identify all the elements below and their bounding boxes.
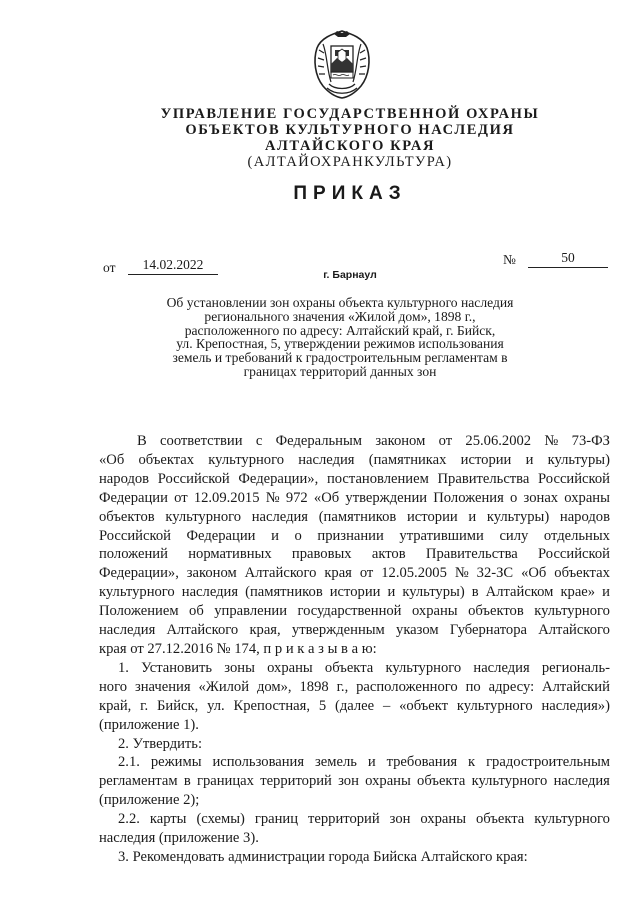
word: Положением	[99, 603, 179, 620]
word: народов	[559, 508, 610, 525]
word: объектов	[99, 508, 155, 525]
word: региональ-	[541, 659, 610, 676]
word: культурного	[208, 451, 285, 468]
word: требования	[386, 754, 458, 771]
body-line	[99, 545, 610, 564]
word: и	[525, 451, 534, 468]
word: об	[189, 603, 204, 620]
word: соответствии	[160, 433, 243, 449]
word: границах	[196, 773, 254, 790]
word: края	[324, 565, 352, 582]
city-name: г. Барнаул	[323, 269, 377, 281]
subject-line: регионального значения «Жилой дом», 1898 г.,	[204, 308, 476, 324]
word: положений	[99, 546, 168, 563]
word: «Об	[99, 451, 125, 468]
word: расположенного	[356, 678, 458, 695]
word: культурного	[165, 508, 242, 525]
word: 12.09.2015	[193, 489, 260, 506]
word: силу	[499, 527, 529, 544]
word: Правительства	[437, 470, 530, 487]
word: культуры)	[402, 584, 465, 601]
word: Установить	[141, 659, 213, 676]
word: 972	[285, 489, 308, 506]
clause-line	[99, 678, 610, 697]
word: территорий	[260, 773, 332, 790]
word: с	[255, 433, 263, 449]
word: Бийск,	[157, 697, 199, 714]
word: «объект	[399, 697, 449, 714]
word: утверждении	[345, 489, 428, 506]
word: Алтайского	[244, 565, 317, 582]
word: адресу:	[488, 678, 535, 695]
word: 25.06.2002	[465, 433, 532, 449]
clause-line	[99, 659, 610, 678]
body-line	[99, 527, 610, 546]
word: объектов	[468, 603, 524, 620]
agency-name-line-3: АЛТАЙСКОГО КРАЯ	[264, 138, 436, 154]
body-line	[99, 451, 610, 470]
word: №	[265, 489, 280, 506]
word: Алтайском	[485, 584, 554, 601]
order-body	[99, 432, 610, 867]
word: крае»	[560, 584, 596, 601]
word: законом	[375, 433, 426, 449]
word: наследия	[473, 659, 530, 676]
order-number: 50	[528, 250, 608, 268]
word: признании	[317, 527, 384, 544]
word: от	[359, 565, 374, 582]
word: –	[382, 697, 391, 714]
word: 5	[318, 697, 327, 714]
word: и	[468, 508, 477, 525]
word: (памятников	[318, 508, 397, 525]
word: наследия	[181, 584, 239, 601]
word: охраны	[365, 773, 411, 790]
agency-short-name: (АЛТАЙОХРАНКУЛЬТУРА)	[247, 154, 453, 170]
word: ного	[99, 678, 128, 695]
word: по	[465, 678, 481, 695]
word: №	[544, 433, 559, 449]
word: наследия»)	[541, 697, 610, 714]
word: Алтайского	[538, 622, 610, 639]
word: карты	[149, 811, 187, 828]
word: в	[471, 584, 479, 601]
word: Крепостная,	[233, 697, 310, 714]
word: земель	[315, 754, 357, 771]
word: от	[438, 433, 453, 449]
word: Алтайский	[542, 678, 610, 695]
word: Алтайского	[166, 622, 239, 639]
word: Федерации	[99, 489, 168, 506]
word: и	[367, 754, 376, 771]
word: зон	[338, 773, 359, 790]
clause-line	[99, 753, 610, 772]
word: (схемы)	[196, 811, 245, 828]
word: истории	[407, 508, 458, 525]
clause-line	[99, 697, 610, 716]
body-line	[99, 489, 610, 508]
word: г.,	[336, 678, 349, 695]
word: 2.1.	[118, 754, 140, 771]
word: актов	[371, 546, 406, 563]
word: зон	[389, 811, 411, 828]
clause-line: (приложение 2);	[99, 792, 200, 809]
word: Федерации	[186, 527, 256, 544]
word: культуры)	[486, 508, 550, 525]
word: в	[183, 773, 191, 790]
word: культурного	[99, 584, 175, 601]
word: границ	[254, 811, 299, 828]
document-type-title: ПРИКАЗ	[293, 183, 407, 204]
subject-line: границах территорий данных зон	[243, 363, 437, 379]
word: край,	[99, 697, 132, 714]
word: 1898	[299, 678, 329, 695]
word: Федеральным	[275, 433, 363, 449]
word: (памятниках	[368, 451, 447, 468]
word: указом	[396, 622, 439, 639]
body-line: края от 27.12.2016 № 174, п р и к а з ы в а ю:	[99, 640, 377, 657]
subject-line: земель и требований к градостроительным регламентам в	[172, 350, 508, 366]
coat-of-arms-emblem-icon	[309, 28, 375, 100]
word: использования	[212, 754, 305, 771]
word: наследия	[99, 622, 156, 639]
word: Российской	[99, 527, 171, 544]
word: регламентам	[99, 773, 178, 790]
word: ул.	[207, 697, 225, 714]
clause-line: 3. Рекомендовать администрации города Бийска Алтайского края:	[118, 848, 528, 865]
word: В	[137, 433, 147, 449]
word: о	[510, 489, 518, 506]
word: территорий	[308, 811, 380, 828]
word: 1.	[118, 659, 129, 676]
word: истории	[329, 584, 381, 601]
word: культурного	[534, 811, 610, 828]
clause-line	[99, 810, 610, 829]
word: охраны	[411, 603, 458, 620]
word: 12.05.2005	[381, 565, 447, 582]
agency-name-line-1: УПРАВЛЕНИЕ ГОСУДАРСТВЕННОЙ ОХРАНЫ	[160, 106, 540, 122]
agency-name-line-2: ОБЪЕКТОВ КУЛЬТУРНОГО НАСЛЕДИЯ	[185, 122, 515, 138]
order-date: 14.02.2022	[128, 257, 218, 275]
word: утратившими	[399, 527, 484, 544]
word: Российской	[538, 470, 610, 487]
subject-line: расположенного по адресу: Алтайский край, г. Бийск,	[184, 322, 496, 338]
word: нормативных	[188, 546, 272, 563]
word: «Об	[521, 565, 547, 582]
word: Федерации»,	[238, 470, 319, 487]
word: 2.2.	[118, 811, 140, 828]
body-line	[99, 602, 610, 621]
body-line	[99, 564, 610, 583]
word: Российской	[538, 546, 610, 563]
body-line	[99, 432, 610, 451]
number-prefix: №	[503, 252, 516, 267]
word: дом»,	[256, 678, 292, 695]
word: управлении	[214, 603, 288, 620]
word: и	[387, 584, 396, 601]
word: зоны	[224, 659, 255, 676]
word: Федерации»,	[99, 565, 179, 582]
body-line	[99, 583, 610, 602]
word: культуры)	[547, 451, 610, 468]
clause-line	[99, 772, 610, 791]
word: наследия	[251, 508, 309, 525]
word: охраны	[420, 811, 467, 828]
word: «Об	[313, 489, 340, 506]
word: о	[294, 527, 302, 544]
clause-line: наследия (приложение 3).	[99, 830, 259, 847]
word: к	[468, 754, 476, 771]
word: края,	[249, 622, 281, 639]
word: (далее	[334, 697, 375, 714]
word: постановлением	[326, 470, 429, 487]
body-line	[99, 621, 610, 640]
word: культурного	[456, 697, 533, 714]
word: народов	[99, 470, 150, 487]
word: Правительства	[425, 546, 518, 563]
subject-line: ул. Крепостная, 5, утверждении режимов использования	[176, 336, 504, 352]
subject-line: Об установлении зон охраны объекта культурного наследия	[166, 295, 514, 310]
word: г.	[140, 697, 149, 714]
body-line	[99, 508, 610, 527]
word: государственной	[297, 603, 402, 620]
word: наследия	[298, 451, 355, 468]
word: объекта	[475, 811, 525, 828]
word: правовых	[291, 546, 352, 563]
word: объектах	[554, 565, 610, 582]
body-line	[99, 470, 610, 489]
word: культурного	[385, 659, 462, 676]
word: объекта	[324, 659, 374, 676]
clause-line: 2. Утвердить:	[118, 735, 203, 752]
word: Российской	[157, 470, 230, 487]
order-subject	[130, 296, 550, 379]
word: охраны	[267, 659, 313, 676]
word: отдельных	[543, 527, 610, 544]
word: 32-ЗС	[476, 565, 514, 582]
word: наследия	[553, 773, 610, 790]
word: Положения	[433, 489, 504, 506]
word: и	[602, 584, 610, 601]
word: от	[174, 489, 188, 506]
word: охраны	[564, 489, 610, 506]
date-prefix: от	[103, 260, 116, 275]
word: режимы	[150, 754, 202, 771]
word: №	[454, 565, 469, 582]
word: утвержденным	[291, 622, 385, 639]
word: градостроительным	[486, 754, 610, 771]
word: Губернатора	[449, 622, 527, 639]
word: «Жилой	[198, 678, 250, 695]
word: культурного	[534, 603, 610, 620]
word: (памятников	[245, 584, 323, 601]
word: 73-ФЗ	[571, 433, 610, 449]
word: объекта	[417, 773, 466, 790]
word: зонах	[523, 489, 559, 506]
word: культурного	[471, 773, 548, 790]
word: истории	[460, 451, 512, 468]
clause-line: (приложение 1).	[99, 716, 199, 733]
word: значения	[134, 678, 191, 695]
word: и	[271, 527, 279, 544]
word: законом	[186, 565, 237, 582]
word: объектах	[138, 451, 195, 468]
